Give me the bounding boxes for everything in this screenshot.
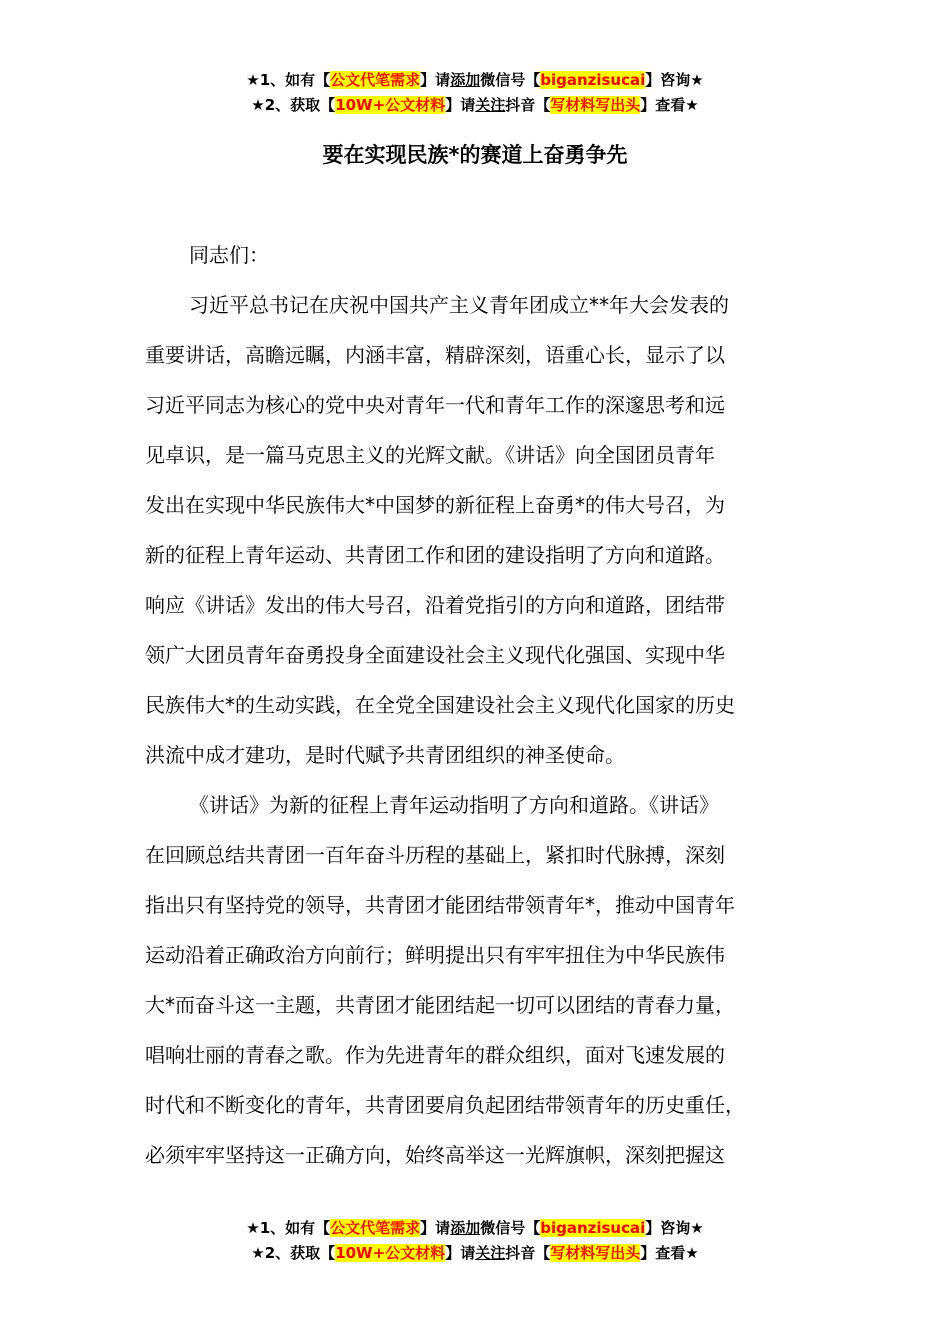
banner-line-1 [0, 68, 950, 93]
highlight-text: 公文代笔需求 [330, 71, 421, 89]
text-line: 运动沿着正确政治方向前行；鲜明提出只有牢牢扭住为中华民族伟 [145, 943, 725, 967]
wechat-id-highlight: biganzisucai [540, 1219, 646, 1237]
banner-text: 】查看★ [640, 1244, 699, 1262]
banner-text: 】请 [445, 96, 476, 114]
text-line: 习近平总书记在庆祝中国共产主义青年团成立**年大会发表的 [189, 293, 729, 317]
banner-text: 抖音【 [505, 96, 551, 114]
banner-line-1 [0, 1216, 950, 1241]
banner-text: 】查看★ [640, 96, 699, 114]
banner-text: ★2、获取【 [251, 96, 336, 114]
text-line: 重要讲话，高瞻远瞩，内涵丰富，精辟深刻，语重心长，显示了以 [145, 343, 725, 367]
underlined-text: 添加 [450, 1219, 481, 1237]
text-line: 必须牢牢坚持这一正确方向，始终高举这一光辉旗帜，深刻把握这 [145, 1143, 725, 1167]
document-body [145, 230, 825, 1180]
text-line: 指出只有坚持党的领导，共青团才能团结带领青年*，推动中国青年 [145, 893, 735, 917]
text-line: 洪流中成才建功，是时代赋予共青团组织的神圣使命。 [145, 743, 625, 767]
banner-line-2 [0, 1241, 950, 1266]
banner-text: 】请 [420, 71, 451, 89]
banner-text: 微信号【 [480, 1219, 541, 1237]
wechat-id-highlight: biganzisucai [540, 71, 646, 89]
banner-text: 】请 [420, 1219, 451, 1237]
banner-text: 】请 [445, 1244, 476, 1262]
banner-text: ★1、如有【 [246, 1219, 331, 1237]
underlined-text: 关注 [475, 96, 506, 114]
banner-line-2 [0, 93, 950, 118]
highlight-text: 10W+公文材料 [335, 96, 446, 114]
banner-text: 微信号【 [480, 71, 541, 89]
douyin-id-highlight: 写材料写出头 [550, 96, 641, 114]
text-line: 领广大团员青年奋勇投身全面建设社会主义现代化强国、实现中华 [145, 643, 725, 667]
highlight-text: 10W+公文材料 [335, 1244, 446, 1262]
banner-text: ★2、获取【 [251, 1244, 336, 1262]
text-line: 时代和不断变化的青年，共青团要肩负起团结带领青年的历史重任， [145, 1093, 745, 1117]
salutation: 同志们： [189, 243, 269, 267]
banner-text: ★1、如有【 [246, 71, 331, 89]
text-line: 大*而奋斗这一主题，共青团才能团结起一切可以团结的青春力量， [145, 993, 735, 1017]
banner-text: 】咨询★ [645, 71, 704, 89]
footer-banner [0, 1216, 950, 1266]
header-banner [0, 68, 950, 118]
banner-text: 】咨询★ [645, 1219, 704, 1237]
text-line: 唱响壮丽的青春之歌。作为先进青年的群众组织，面对飞速发展的 [145, 1043, 725, 1067]
douyin-id-highlight: 写材料写出头 [550, 1244, 641, 1262]
text-line: 发出在实现中华民族伟大*中国梦的新征程上奋勇*的伟大号召，为 [145, 493, 725, 517]
text-line: 新的征程上青年运动、共青团工作和团的建设指明了方向和道路。 [145, 543, 725, 567]
banner-text: 抖音【 [505, 1244, 551, 1262]
document-title: 要在实现民族*的赛道上奋勇争先 [322, 143, 628, 167]
text-line: 见卓识，是一篇马克思主义的光辉文献。《讲话》向全国团员青年 [145, 443, 715, 467]
text-line: 习近平同志为核心的党中央对青年一代和青年工作的深邃思考和远 [145, 393, 725, 417]
text-line: 在回顾总结共青团一百年奋斗历程的基础上，紧扣时代脉搏，深刻 [145, 843, 725, 867]
text-line: 民族伟大*的生动实践，在全党全国建设社会主义现代化国家的历史 [145, 693, 735, 717]
text-line: 响应《讲话》发出的伟大号召，沿着党指引的方向和道路，团结带 [145, 593, 725, 617]
underlined-text: 添加 [450, 71, 481, 89]
text-line: 《讲话》为新的征程上青年运动指明了方向和道路。《讲话》 [189, 793, 719, 817]
highlight-text: 公文代笔需求 [330, 1219, 421, 1237]
underlined-text: 关注 [475, 1244, 506, 1262]
